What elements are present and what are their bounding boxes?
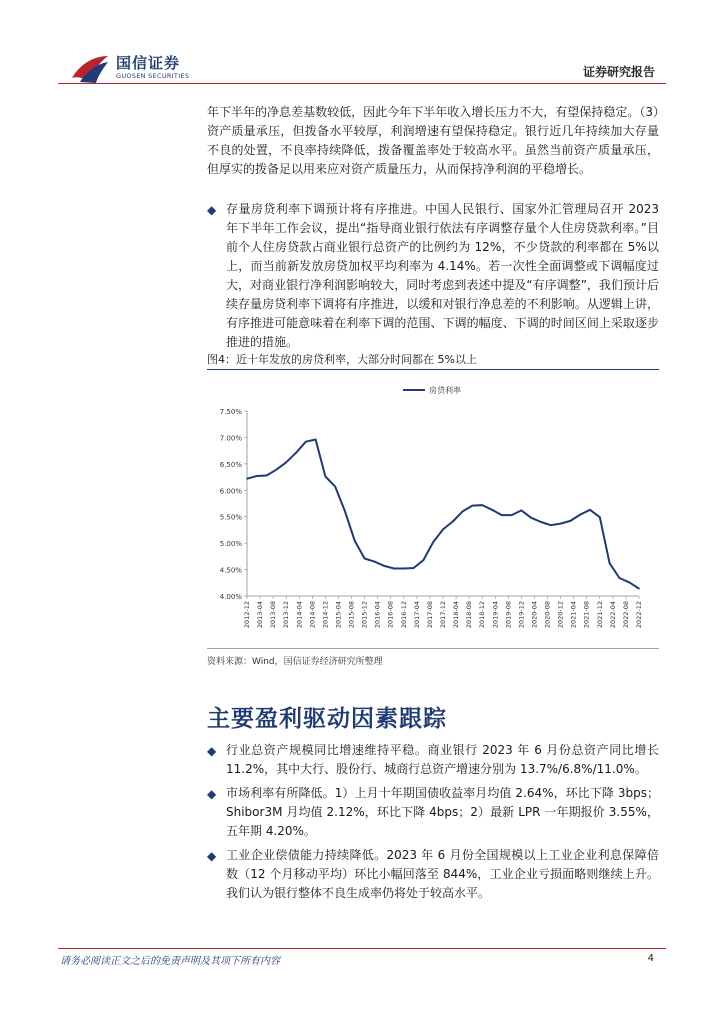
x-tick-label: 2019-04: [491, 601, 500, 629]
data-point: [530, 517, 532, 519]
x-tick-label: 2021-04: [569, 601, 578, 629]
x-tick-label: 2014-12: [321, 601, 330, 629]
x-tick-label: 2016-04: [373, 601, 382, 629]
report-type-label: 证券研究报告: [582, 65, 655, 79]
x-tick-label: 2016-12: [399, 601, 408, 629]
data-point: [344, 511, 346, 513]
x-tick-label: 2020-04: [530, 601, 539, 629]
bullet-market-rates: [207, 784, 659, 841]
y-tick-label: 4.50%: [219, 566, 242, 575]
x-tick-label: 2013-04: [256, 601, 265, 629]
data-point: [638, 588, 640, 590]
page-header: [0, 0, 724, 90]
figure-source: 资料来源：Wind，国信证券经济研究所整理: [207, 657, 383, 667]
diamond-bullet-icon: ◆: [207, 744, 217, 758]
bullet-text: 存量房贷利率下调预计将有序推进。中国人民银行、国家外汇管理局召开 2023 年下半年工作会议，提出“指导商业银行依法有序调整存量个人住房贷款利率。”目前个人住房贷款占商业银行总资产的比例约为 12%，不少贷款的利率都在 5%以上，而当前新发放房贷加权平均利率为 4.14%。若一次性全面调整或下调幅度过大，对商业银行净利润影响较大，同时考虑到表述中提及“有序调整”，我们预计后续存量房贷利率下调将有序推进，以缓和对银行净息差的不利影响。从逻辑上讲，有序推进可能意味着在利率下调的范围、下调的幅度、下调的时间区间上采取逐步推进的措施。: [226, 202, 659, 349]
guosen-logo-icon: [70, 52, 110, 84]
x-tick-label: 2014-04: [295, 601, 304, 629]
data-point: [501, 514, 503, 516]
data-point: [354, 540, 356, 542]
legend-label: 房贷利率: [429, 386, 461, 395]
diamond-bullet-icon: ◆: [207, 849, 217, 863]
x-tick-label: 2018-04: [452, 601, 461, 629]
data-point: [246, 478, 248, 480]
data-point: [628, 581, 630, 583]
data-point: [305, 441, 307, 443]
x-tick-label: 2022-12: [635, 601, 643, 629]
data-point: [383, 565, 385, 567]
y-tick-label: 7.00%: [219, 434, 242, 443]
x-tick-label: 2015-12: [360, 601, 369, 629]
x-tick-label: 2012-12: [243, 601, 251, 629]
paragraph-continued: 年下半年的净息差基数较低，因此今年下半年收入增长压力不大，有望保持稳定。（3）资产质量承压，但拨备水平较厚，利润增速有望保持稳定。银行近几年持续加大存量不良的处置，不良率持续降低，拨备覆盖率处于较高水平。虽然当前资产质量承压，但厚实的拨备足以用来应对资产质量压力，从而保持净利润的平稳增长。: [207, 105, 659, 176]
footer-disclaimer: 请务必阅读正文之后的免责声明及其项下所有内容: [60, 956, 280, 967]
y-tick-label: 6.00%: [219, 487, 242, 496]
data-point: [374, 561, 376, 563]
x-tick-label: 2020-12: [556, 601, 565, 629]
bullet-total-assets: [207, 741, 659, 779]
data-point: [560, 523, 562, 525]
x-tick-label: 2022-08: [621, 601, 630, 629]
y-tick-label: 5.00%: [219, 540, 242, 549]
data-point: [315, 439, 317, 441]
data-point: [599, 516, 601, 518]
data-point: [295, 452, 297, 454]
bullet-text: 市场利率有所降低。1）上月十年期国债收益率月均值 2.64%，环比下降 3bps；Shibor3M 月均值 2.12%，环比下降 4bps；2）最新 LPR 一年期报价 3.55%，五年期 4.20%。: [226, 786, 659, 838]
x-tick-label: 2015-08: [347, 601, 356, 629]
data-point: [511, 514, 513, 516]
bullet-mortgage-rate: [207, 200, 659, 352]
footer-divider: [58, 948, 666, 949]
x-tick-label: 2021-08: [582, 601, 591, 629]
y-tick-label: 7.50%: [219, 408, 242, 416]
page-number: 4: [647, 953, 654, 964]
y-tick-label: 4.00%: [219, 593, 242, 601]
data-point: [364, 558, 366, 560]
bullet-text: 行业总资产规模同比增速维持平稳。商业银行 2023 年 6 月份总资产同比增长 11.2%，其中大行、股份行、城商行总资产增速分别为 13.7%/6.8%/11.0%。: [226, 743, 659, 776]
bullet-text: 工业企业偿债能力持续降低。2023 年 6 月份全国规模以上工业企业利息保障倍数（12 个月移动平均）环比小幅回落至 844%，工业企业亏损面略则继续上升。我们认为银行整体不良生成率仍将处于较高水平。: [226, 848, 659, 900]
data-point: [334, 486, 336, 488]
data-point: [579, 514, 581, 516]
x-tick-label: 2019-12: [517, 601, 526, 629]
data-point: [266, 475, 268, 477]
mortgage-rate-chart-svg: [207, 374, 659, 646]
data-point: [609, 562, 611, 564]
x-tick-label: 2020-08: [543, 601, 552, 629]
data-point: [393, 568, 395, 570]
logo-text-cn: 国信证券: [116, 54, 181, 72]
data-point: [540, 521, 542, 523]
data-point: [481, 504, 483, 506]
data-point: [285, 461, 287, 463]
data-point: [570, 520, 572, 522]
data-point: [256, 475, 258, 477]
bullet-industrial-solvency: [207, 846, 659, 903]
x-tick-label: 2017-04: [412, 601, 421, 629]
x-tick-label: 2017-12: [439, 601, 447, 629]
data-point: [432, 541, 434, 543]
data-point: [452, 521, 454, 523]
x-tick-label: 2018-08: [465, 601, 474, 629]
data-point: [325, 476, 327, 478]
header-divider: [58, 83, 666, 84]
data-point: [423, 559, 425, 561]
figure-top-rule: [207, 369, 659, 370]
logo-text-en: GUOSEN SECURITIES: [116, 72, 190, 80]
data-point: [276, 469, 278, 471]
data-point: [619, 577, 621, 579]
x-tick-label: 2013-12: [282, 601, 291, 629]
guosen-logo: [70, 48, 200, 88]
data-point: [589, 509, 591, 511]
data-point: [550, 524, 552, 526]
y-tick-label: 6.50%: [219, 460, 242, 469]
diamond-bullet-icon: ◆: [207, 203, 217, 217]
data-point: [403, 568, 405, 570]
x-tick-label: 2018-12: [478, 601, 487, 629]
data-point: [521, 510, 523, 512]
data-point: [413, 567, 415, 569]
figure-bottom-rule: [207, 648, 659, 649]
mortgage-rate-chart: [207, 374, 659, 646]
x-tick-label: 2016-08: [386, 601, 395, 629]
x-tick-label: 2019-08: [504, 601, 513, 629]
x-tick-label: 2021-12: [595, 601, 604, 629]
data-point: [442, 529, 444, 531]
x-tick-label: 2022-04: [608, 601, 617, 629]
y-tick-label: 5.50%: [219, 513, 242, 522]
x-tick-label: 2013-08: [269, 601, 278, 629]
section-title: 主要盈利驱动因素跟踪: [207, 706, 447, 732]
x-tick-label: 2017-08: [425, 601, 434, 629]
data-point: [462, 511, 464, 513]
data-point: [472, 505, 474, 507]
figure-title: 图4：近十年发放的房贷利率，大部分时间都在 5%以上: [207, 353, 477, 366]
data-point: [491, 509, 493, 511]
x-tick-label: 2015-04: [334, 601, 343, 629]
x-tick-label: 2014-08: [308, 601, 317, 629]
diamond-bullet-icon: ◆: [207, 787, 217, 801]
